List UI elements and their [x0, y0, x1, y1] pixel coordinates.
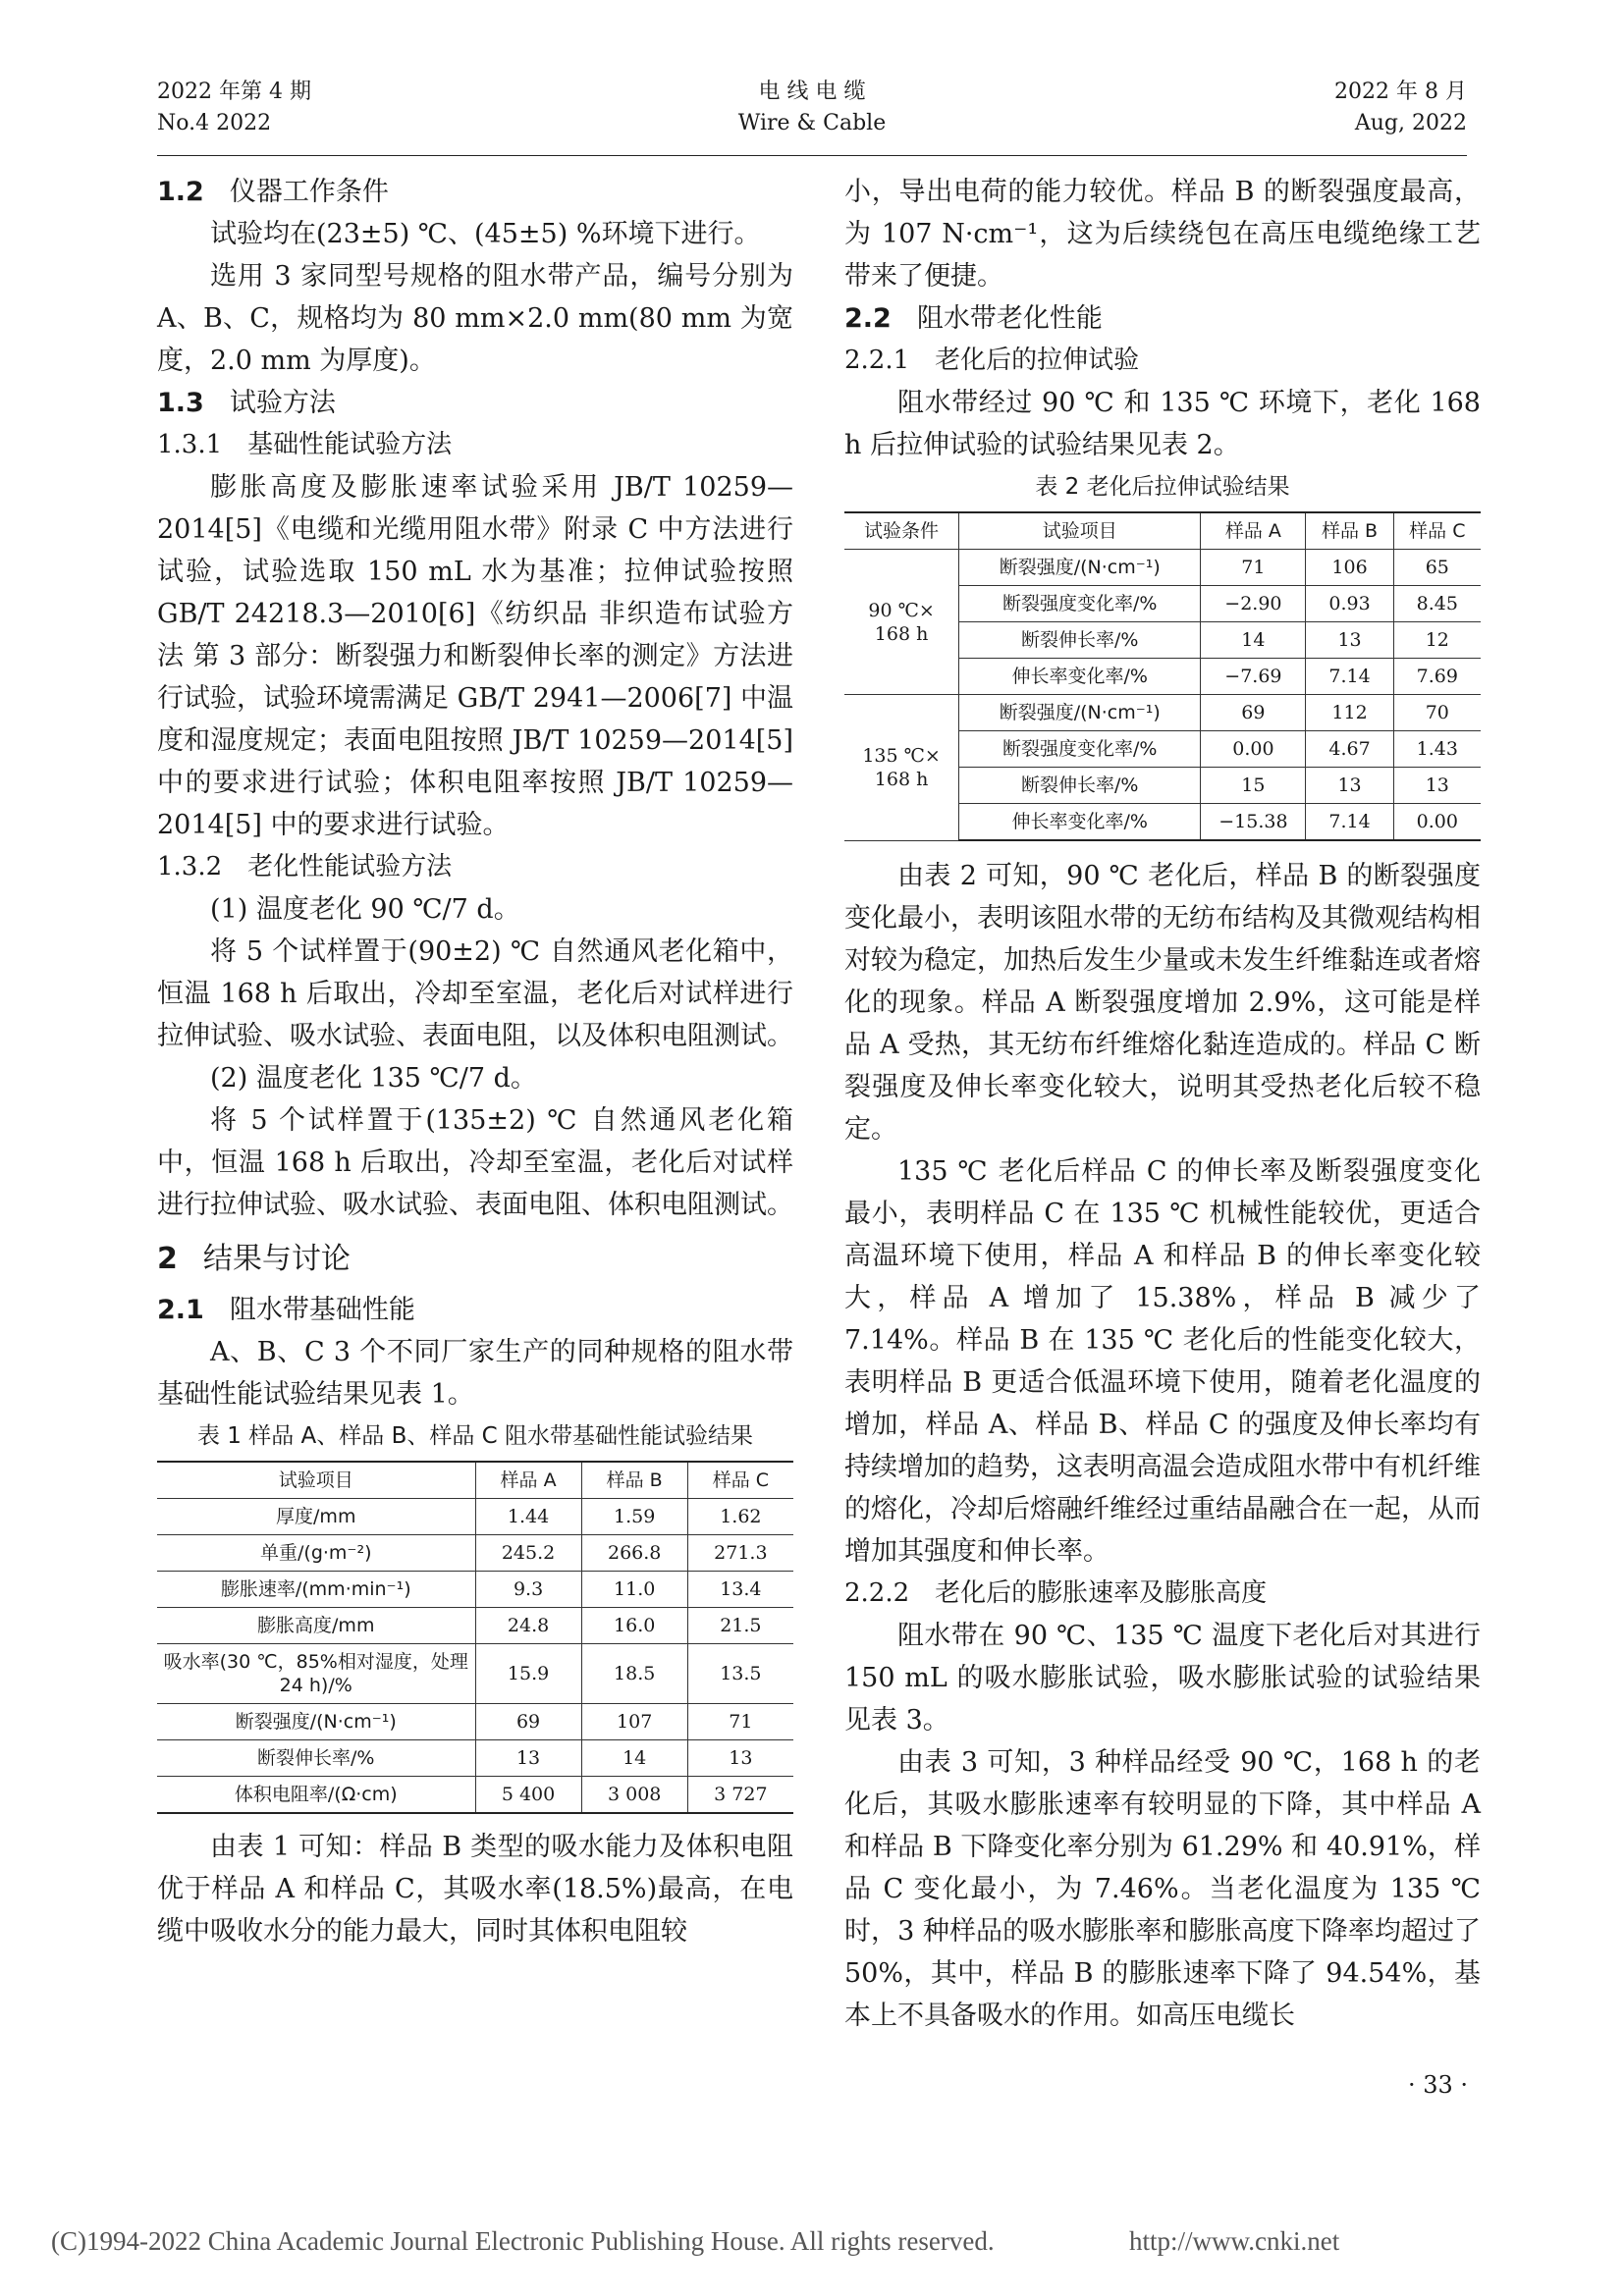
table2-caption: 表 2 老化后拉伸试验结果 [1035, 474, 1290, 500]
table-value-cell: 4.67 [1306, 731, 1393, 768]
table-value-cell: −7.69 [1201, 659, 1306, 695]
paragraph: 阻水带在 90 ℃、135 ℃ 温度下老化后对其进行 150 mL 的吸水膨胀试验，吸水膨胀试验的试验结果见表 3。 [844, 1621, 1481, 1735]
table-value-cell: 15.9 [475, 1644, 581, 1704]
table-item-cell: 断裂强度/(N·cm⁻¹) [959, 550, 1201, 586]
right-column [844, 171, 1481, 2037]
header-date-cn: 2022 年 8 月 [1334, 80, 1467, 104]
table-value-cell: 7.69 [1393, 659, 1481, 695]
table-item-cell: 单重/(g·m⁻²) [157, 1535, 475, 1572]
table-item-cell: 体积电阻率/(Ω·cm) [157, 1777, 475, 1814]
header-rule [157, 155, 1467, 156]
table-header-cell: 样品 B [581, 1462, 687, 1499]
table-item-cell: 断裂强度变化率/% [959, 586, 1201, 622]
table-item-cell: 断裂伸长率/% [959, 768, 1201, 804]
header-date-en: Aug, 2022 [1354, 111, 1467, 135]
table-value-cell: 8.45 [1393, 586, 1481, 622]
table-header-cell: 样品 C [1393, 512, 1481, 550]
table-row [157, 1535, 793, 1572]
table-value-cell: 245.2 [475, 1535, 581, 1572]
table-value-cell: 107 [581, 1704, 687, 1740]
table-value-cell: 13 [1393, 768, 1481, 804]
table-row [157, 1740, 793, 1777]
table-value-cell: 13.5 [687, 1644, 793, 1704]
table-value-cell: 0.00 [1393, 804, 1481, 841]
table-value-cell: 1.44 [475, 1499, 581, 1535]
subsection-heading: 2.2.2 老化后的膨胀速率及膨胀高度 [844, 1578, 1268, 1608]
table-item-cell: 伸长率变化率/% [959, 804, 1201, 841]
table-item-cell: 断裂强度/(N·cm⁻¹) [959, 695, 1201, 731]
table-value-cell: 271.3 [687, 1535, 793, 1572]
table-value-cell: 1.43 [1393, 731, 1481, 768]
header-issue-cn: 2022 年第 4 期 [157, 80, 311, 104]
paragraph: (2) 温度老化 135 ℃/7 d。 [210, 1063, 537, 1094]
condition-cell: 90 ℃× 168 h [844, 550, 959, 695]
table-value-cell: 16.0 [581, 1608, 687, 1644]
table-row [157, 1572, 793, 1608]
table-item-cell: 膨胀速率/(mm·min⁻¹) [157, 1572, 475, 1608]
table-item-cell: 厚度/mm [157, 1499, 475, 1535]
table-row [844, 695, 1481, 731]
table-value-cell: 0.93 [1306, 586, 1393, 622]
table-row [157, 1499, 793, 1535]
table-value-cell: 13 [475, 1740, 581, 1777]
table-value-cell: 13 [1306, 622, 1393, 659]
table-value-cell: 18.5 [581, 1644, 687, 1704]
table-header-cell: 试验条件 [844, 512, 959, 550]
table-value-cell: −2.90 [1201, 586, 1306, 622]
table-item-cell: 断裂强度/(N·cm⁻¹) [157, 1704, 475, 1740]
table-row [157, 1608, 793, 1644]
journal-title-en: Wire & Cable [737, 111, 887, 135]
table-value-cell: 14 [581, 1740, 687, 1777]
section-heading: 1.3 试验方法 [157, 388, 336, 418]
paragraph: 由表 1 可知：样品 B 类型的吸水能力及体积电阻优于样品 A 和样品 C，其吸水率(18.5%)最高，在电缆中吸收水分的能力最大，同时其体积电阻较 [157, 1832, 793, 1947]
table-value-cell: 106 [1306, 550, 1393, 586]
condition-cell: 135 ℃× 168 h [844, 695, 959, 841]
paragraph: 膨胀高度及膨胀速率试验采用 JB/T 10259—2014[5]《电缆和光缆用阻水带》附录 C 中方法进行试验，试验选取 150 mL 水为基准；拉伸试验按照 GB/T 24218.3—2010[6]《纺织品 非织造布试验方法 第 3 部分：断裂强力和断裂伸长率的测定》方法进行试验，试验环境需满足 GB/T 2941—2006[7] 中温度和湿度规定；表面电阻按照 JB/T 10259—2014[5] 中的要求进行试验；体积电阻率按照 JB/T 10259—2014[5] 中的要求进行试验。 [157, 472, 793, 840]
paragraph: 小，导出电荷的能力较优。样品 B 的断裂强度最高，为 107 N·cm⁻¹，这为后续绕包在高压电缆绝缘工艺带来了便捷。 [844, 177, 1481, 292]
table-value-cell: 3 008 [581, 1777, 687, 1814]
table-header-cell: 试验项目 [959, 512, 1201, 550]
table-value-cell: 21.5 [687, 1608, 793, 1644]
section-heading: 1.2 仪器工作条件 [157, 177, 389, 207]
journal-title-cn: 电 线 电 缆 [758, 80, 866, 104]
table-value-cell: 69 [1201, 695, 1306, 731]
table-value-cell: 14 [1201, 622, 1306, 659]
table-value-cell: 11.0 [581, 1572, 687, 1608]
paragraph: 试验均在(23±5) ℃、(45±5) %环境下进行。 [210, 219, 761, 249]
table-header-cell: 样品 C [687, 1462, 793, 1499]
section-heading: 2 结果与讨论 [157, 1242, 351, 1276]
table1 [157, 1461, 793, 1814]
subsection-heading: 1.3.2 老化性能试验方法 [157, 852, 453, 881]
table-header-cell: 样品 A [1201, 512, 1306, 550]
table-item-cell: 断裂伸长率/% [157, 1740, 475, 1777]
table-item-cell: 伸长率变化率/% [959, 659, 1201, 695]
paragraph: A、B、C 3 个不同厂家生产的同种规格的阻水带基础性能试验结果见表 1。 [157, 1337, 793, 1410]
table-header-cell: 样品 B [1306, 512, 1393, 550]
table1-caption: 表 1 样品 A、样品 B、样品 C 阻水带基础性能试验结果 [196, 1423, 754, 1449]
paragraph: (1) 温度老化 90 ℃/7 d。 [210, 894, 520, 925]
subsection-heading: 1.3.1 基础性能试验方法 [157, 430, 453, 459]
table-value-cell: 112 [1306, 695, 1393, 731]
table-row [157, 1644, 793, 1704]
paragraph: 阻水带经过 90 ℃ 和 135 ℃ 环境下，老化 168 h 后拉伸试验的试验结果见表 2。 [844, 388, 1481, 460]
table-value-cell: 9.3 [475, 1572, 581, 1608]
footer-url[interactable]: http://www.cnki.net [1129, 2226, 1340, 2256]
paragraph: 由表 3 可知，3 种样品经受 90 ℃，168 h 的老化后，其吸水膨胀速率有较明显的下降，其中样品 A 和样品 B 下降变化率分别为 61.29% 和 40.91%，样品 C 变化最小，为 7.46%。当老化温度为 135 ℃ 时，3 种样品的吸水膨胀率和膨胀高度下降率均超过了 50%，其中，样品 B 的膨胀速率下降了 94.54%，基本上不具备吸水的作用。如高压电缆长 [844, 1747, 1481, 2031]
table-value-cell: 7.14 [1306, 659, 1393, 695]
table-header-row [157, 1462, 793, 1499]
table-header-cell: 试验项目 [157, 1462, 475, 1499]
paragraph: 将 5 个试样置于(90±2) ℃ 自然通风老化箱中，恒温 168 h 后取出，冷却至室温，老化后对试样进行拉伸试验、吸水试验、表面电阻，以及体积电阻测试。 [157, 936, 793, 1051]
table-value-cell: 71 [687, 1704, 793, 1740]
page-number: · 33 · [1408, 2071, 1469, 2099]
table-item-cell: 膨胀高度/mm [157, 1608, 475, 1644]
table-value-cell: 3 727 [687, 1777, 793, 1814]
table-row [157, 1704, 793, 1740]
header-right [1334, 77, 1467, 139]
table-value-cell: 70 [1393, 695, 1481, 731]
table-header-cell: 样品 A [475, 1462, 581, 1499]
paragraph: 由表 2 可知，90 ℃ 老化后，样品 B 的断裂强度变化最小，表明该阻水带的无纺布结构及其微观结构相对较为稳定，加热后发生少量或未发生纤维黏连或者熔化的现象。样品 A 断裂强度增加 2.9%，这可能是样品 A 受热，其无纺布纤维熔化黏连造成的。样品 C 断裂强度及伸长率变化较大，说明其受热老化后较不稳定。 [844, 861, 1481, 1145]
left-column [157, 171, 793, 1952]
table-value-cell: 1.59 [581, 1499, 687, 1535]
table-value-cell: 1.62 [687, 1499, 793, 1535]
table-item-cell: 断裂强度变化率/% [959, 731, 1201, 768]
section-heading: 2.2 阻水带老化性能 [844, 303, 1103, 334]
table-item-cell: 断裂伸长率/% [959, 622, 1201, 659]
table-value-cell: 0.00 [1201, 731, 1306, 768]
table-value-cell: 71 [1201, 550, 1306, 586]
header-issue-en: No.4 2022 [157, 111, 272, 135]
subsection-heading: 2.2.1 老化后的拉伸试验 [844, 346, 1140, 375]
table-row [157, 1777, 793, 1814]
table-value-cell: 15 [1201, 768, 1306, 804]
table-value-cell: 5 400 [475, 1777, 581, 1814]
section-heading: 2.1 阻水带基础性能 [157, 1295, 415, 1325]
table2 [844, 511, 1481, 841]
paragraph: 135 ℃ 老化后样品 C 的伸长率及断裂强度变化最小，表明样品 C 在 135 ℃ 机械性能较优，更适合高温环境下使用，样品 A 和样品 B 的伸长率变化较大，样品 A 增加了 15.38%，样品 B 减少了 7.14%。样品 B 在 135 ℃ 老化后的性能变化较大，表明样品 B 更适合低温环境下使用，随着老化温度的增加，样品 A、样品 B、样品 C 的强度及伸长率均有持续增加的趋势，这表明高温会造成阻水带中有机纤维的熔化，冷却后熔融纤维经过重结晶融合在一起，从而增加其强度和伸长率。 [844, 1156, 1481, 1567]
table-value-cell: 69 [475, 1704, 581, 1740]
table-value-cell: 7.14 [1306, 804, 1393, 841]
table-item-cell: 吸水率(30 ℃，85%相对湿度，处理 24 h)/% [157, 1644, 475, 1704]
table-value-cell: −15.38 [1201, 804, 1306, 841]
table-value-cell: 13 [687, 1740, 793, 1777]
table-value-cell: 24.8 [475, 1608, 581, 1644]
paragraph: 选用 3 家同型号规格的阻水带产品，编号分别为 A、B、C，规格均为 80 mm×2.0 mm(80 mm 为宽度，2.0 mm 为厚度)。 [157, 261, 793, 376]
table-row [844, 550, 1481, 586]
table-value-cell: 12 [1393, 622, 1481, 659]
footer-copyright: (C)1994-2022 China Academic Journal Electronic Publishing House. All rights reserved. [51, 2226, 995, 2256]
table-header-row [844, 512, 1481, 550]
table-value-cell: 13.4 [687, 1572, 793, 1608]
table-value-cell: 13 [1306, 768, 1393, 804]
table-value-cell: 65 [1393, 550, 1481, 586]
table-value-cell: 266.8 [581, 1535, 687, 1572]
paragraph: 将 5 个试样置于(135±2) ℃ 自然通风老化箱中，恒温 168 h 后取出，冷却至室温，老化后对试样进行拉伸试验、吸水试验、表面电阻、体积电阻测试。 [157, 1105, 793, 1220]
